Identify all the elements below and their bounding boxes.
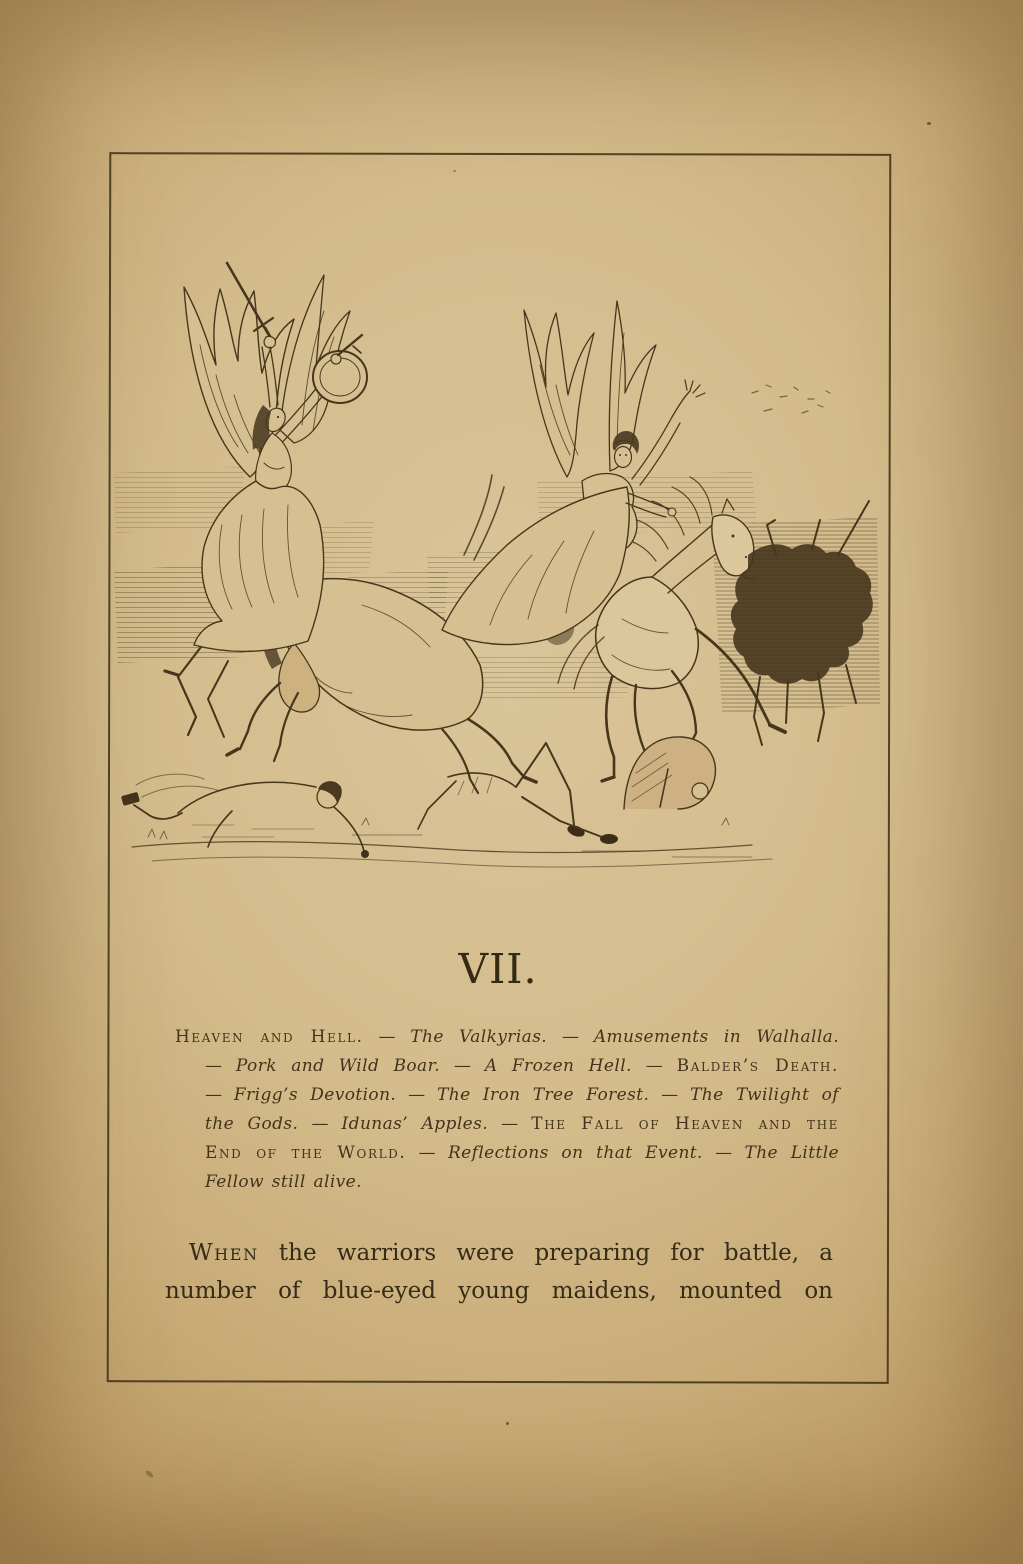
- summary-segment: A Frozen Hell.: [484, 1056, 632, 1076]
- body-segment: number of blue-eyed young maidens, mounted on: [165, 1278, 833, 1304]
- chapter-summary: [175, 1023, 839, 1197]
- summary-segment: —: [440, 1056, 485, 1076]
- summary-segment: The Fall of Heaven and the: [531, 1114, 840, 1134]
- summary-segment: Frigg’s Devotion.: [233, 1085, 397, 1105]
- scan-speck: [453, 170, 456, 172]
- summary-segment: Reflections on that Event.: [447, 1143, 703, 1163]
- summary-segment: —: [702, 1143, 745, 1163]
- summary-segment: —: [396, 1085, 437, 1105]
- summary-segment: The Valkyrias.: [410, 1027, 548, 1047]
- summary-segment: —: [631, 1056, 677, 1076]
- scan-speck: [927, 122, 931, 125]
- summary-segment: —: [488, 1114, 532, 1134]
- summary-segment: —: [363, 1027, 411, 1047]
- body-paragraph: [165, 1234, 833, 1310]
- summary-segment: —: [205, 1056, 236, 1076]
- summary-segment: —: [649, 1085, 691, 1105]
- summary-segment: the Gods.: [205, 1114, 299, 1134]
- summary-line: [175, 1139, 839, 1168]
- summary-line: [175, 1168, 839, 1197]
- chapter-number-heading: VII.: [458, 945, 538, 993]
- summary-line: [175, 1081, 839, 1110]
- summary-line: [175, 1052, 839, 1081]
- valkyries-engraving: [112, 225, 882, 875]
- summary-segment: The Little: [744, 1143, 839, 1163]
- summary-segment: —: [205, 1085, 234, 1105]
- summary-segment: —: [298, 1114, 342, 1134]
- summary-segment: Fellow still alive.: [205, 1172, 362, 1192]
- summary-segment: —: [406, 1143, 448, 1163]
- scan-speck: [145, 1470, 154, 1479]
- summary-segment: Heaven and Hell.: [175, 1027, 364, 1047]
- body-line: [165, 1234, 833, 1272]
- summary-segment: Amusements in Walhalla.: [593, 1027, 839, 1047]
- body-line: [165, 1272, 833, 1310]
- scan-speck: [506, 1422, 509, 1425]
- summary-segment: End of the World.: [205, 1143, 407, 1163]
- summary-segment: The Twilight of: [690, 1085, 839, 1105]
- summary-segment: Balder’s Death.: [676, 1056, 839, 1076]
- body-segment: the warriors were preparing for battle, a: [258, 1240, 833, 1266]
- summary-line: [175, 1110, 839, 1139]
- summary-segment: Idunas’ Apples.: [341, 1114, 489, 1134]
- chapter-illustration: [112, 225, 882, 875]
- summary-segment: —: [547, 1027, 594, 1047]
- summary-segment: The Iron Tree Forest.: [437, 1085, 650, 1105]
- body-segment: When: [189, 1240, 259, 1266]
- summary-line: [175, 1023, 839, 1052]
- summary-segment: Pork and Wild Boar.: [235, 1056, 441, 1076]
